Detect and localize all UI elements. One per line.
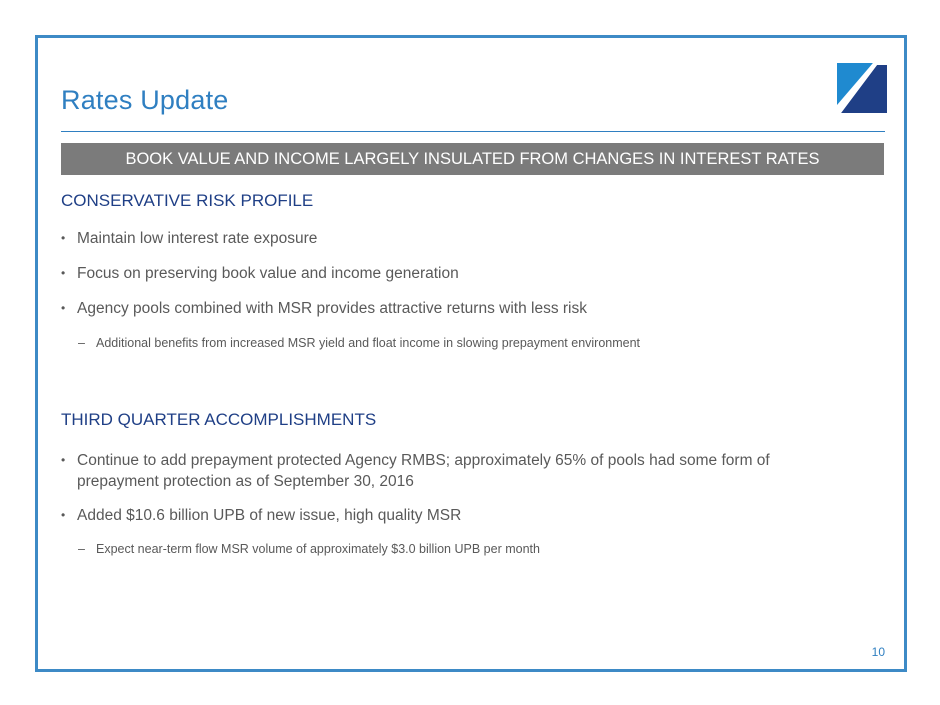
bullet-glyph: • xyxy=(61,508,66,522)
sub-bullet-item: – Expect near-term flow MSR volume of approximately $3.0 billion UPB per month xyxy=(78,542,540,556)
bullet-item: • Maintain low interest rate exposure xyxy=(61,230,318,247)
slide-title: Rates Update xyxy=(61,85,229,115)
bullet-glyph: • xyxy=(61,453,66,467)
bullet-glyph: • xyxy=(61,231,66,245)
company-logo-icon xyxy=(837,63,887,113)
dash-glyph: – xyxy=(78,336,85,350)
bullet-item: • Agency pools combined with MSR provides attractive returns with less risk xyxy=(61,300,587,317)
section-heading-accomplishments: THIRD QUARTER ACCOMPLISHMENTS xyxy=(61,410,377,429)
page-number: 10 xyxy=(871,645,885,659)
section-heading-risk-profile: CONSERVATIVE RISK PROFILE xyxy=(61,191,314,210)
bullet-glyph: • xyxy=(61,301,66,315)
title-divider xyxy=(61,131,885,132)
bullet-glyph: • xyxy=(61,266,66,280)
dash-glyph: – xyxy=(78,542,85,556)
bullet-item: • Continue to add prepayment protected Agency RMBS; approximately 65% of pools had some form of prepayment protection as of September 30, 2016 xyxy=(61,452,770,490)
bullet-item: • Focus on preserving book value and income generation xyxy=(61,265,459,282)
sub-bullet-item: – Additional benefits from increased MSR yield and float income in slowing prepayment environment xyxy=(78,336,641,350)
bullet-item: • Added $10.6 billion UPB of new issue, high quality MSR xyxy=(61,507,462,524)
key-message-banner: BOOK VALUE AND INCOME LARGELY INSULATED FROM CHANGES IN INTEREST RATES xyxy=(61,143,884,175)
